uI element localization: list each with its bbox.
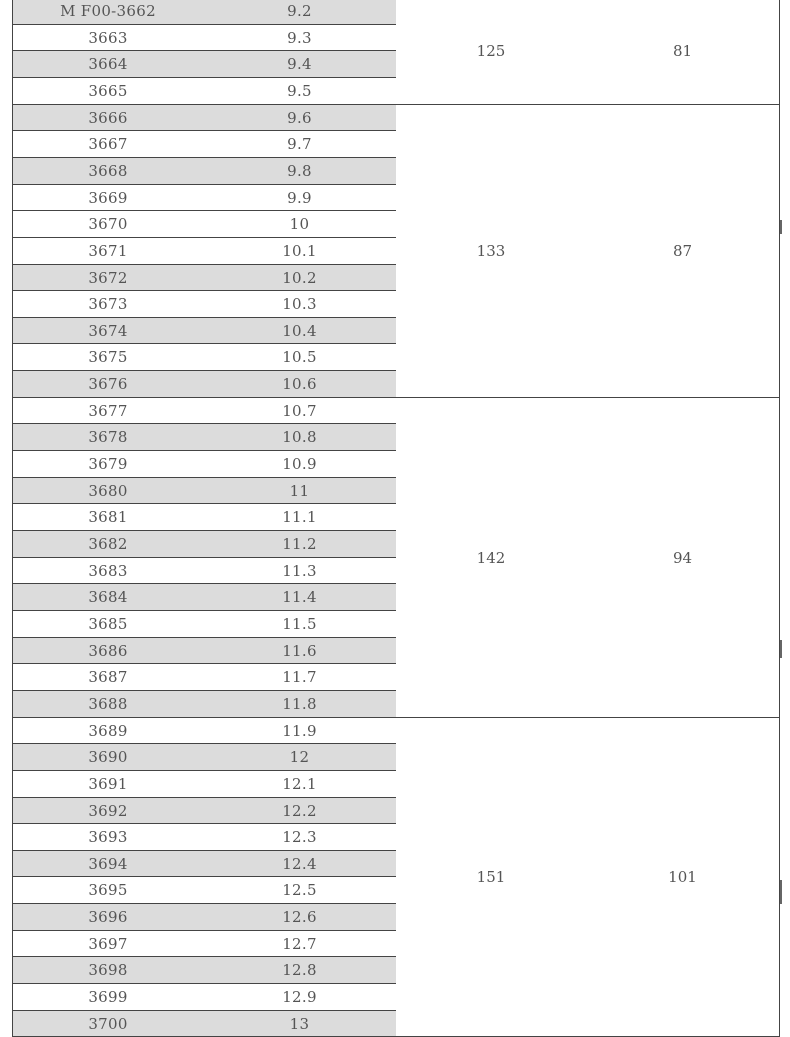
row-code-cell: 3672: [12, 265, 204, 291]
row-code-cell: 3676: [12, 371, 204, 398]
row-value-cell: 11.7: [203, 664, 397, 691]
row-value-cell: 10.4: [203, 318, 397, 344]
edge-tick-mark: [780, 640, 782, 658]
row-value-cell: 10.7: [203, 398, 397, 424]
row-value-cell: 9.4: [203, 51, 397, 78]
row-code-cell: 3694: [12, 851, 204, 877]
group-col4-cell: 87: [586, 105, 780, 398]
row-code-cell: 3674: [12, 318, 204, 344]
row-code-cell: 3681: [12, 504, 204, 531]
row-value-cell: 12.3: [203, 824, 397, 851]
row-value-cell: 13: [203, 1011, 397, 1037]
row-code-cell: 3687: [12, 664, 204, 691]
group-col3-cell: 142: [396, 398, 587, 718]
row-value-cell: 12: [203, 744, 397, 771]
row-value-cell: 11.5: [203, 611, 397, 638]
row-code-cell: 3682: [12, 531, 204, 558]
row-code-cell: 3667: [12, 131, 204, 158]
row-value-cell: 12.1: [203, 771, 397, 798]
row-value-cell: 11.9: [203, 718, 397, 744]
row-code-cell: 3683: [12, 558, 204, 584]
row-code-cell: 3664: [12, 51, 204, 78]
row-value-cell: 11.1: [203, 504, 397, 531]
row-code-cell: 3692: [12, 798, 204, 824]
row-value-cell: 11.6: [203, 638, 397, 664]
row-value-cell: 12.6: [203, 904, 397, 931]
row-value-cell: 11: [203, 478, 397, 504]
row-value-cell: 11.8: [203, 691, 397, 718]
row-code-cell: 3691: [12, 771, 204, 798]
row-code-cell: 3689: [12, 718, 204, 744]
group-col3-cell: 133: [396, 105, 587, 398]
row-code-cell: 3669: [12, 185, 204, 211]
row-code-cell: 3673: [12, 291, 204, 318]
row-code-cell: 3678: [12, 424, 204, 451]
row-code-cell: 3663: [12, 25, 204, 51]
group-col4-cell: 94: [586, 398, 780, 718]
row-value-cell: 10.5: [203, 344, 397, 371]
row-code-cell: 3700: [12, 1011, 204, 1037]
row-value-cell: 10.6: [203, 371, 397, 398]
row-code-cell: 3666: [12, 105, 204, 131]
row-value-cell: 11.4: [203, 584, 397, 611]
row-code-cell: 3688: [12, 691, 204, 718]
row-code-cell: 3679: [12, 451, 204, 478]
row-value-cell: 9.7: [203, 131, 397, 158]
group-col4-cell: 81: [586, 0, 780, 105]
row-code-cell: 3686: [12, 638, 204, 664]
group-col3-cell: 151: [396, 718, 587, 1037]
row-value-cell: 12.9: [203, 984, 397, 1011]
row-code-cell: 3690: [12, 744, 204, 771]
row-value-cell: 12.7: [203, 931, 397, 957]
row-code-cell: 3680: [12, 478, 204, 504]
row-value-cell: 10.2: [203, 265, 397, 291]
row-code-cell: 3699: [12, 984, 204, 1011]
row-code-cell: M F00-3662: [12, 0, 204, 25]
row-code-cell: 3695: [12, 877, 204, 904]
row-code-cell: 3665: [12, 78, 204, 105]
row-code-cell: 3698: [12, 957, 204, 984]
row-value-cell: 10.1: [203, 238, 397, 265]
row-value-cell: 9.3: [203, 25, 397, 51]
row-value-cell: 11.3: [203, 558, 397, 584]
row-code-cell: 3697: [12, 931, 204, 957]
row-code-cell: 3670: [12, 211, 204, 238]
row-value-cell: 9.6: [203, 105, 397, 131]
row-value-cell: 9.2: [203, 0, 397, 25]
row-value-cell: 12.5: [203, 877, 397, 904]
edge-tick-mark: [780, 220, 782, 234]
row-value-cell: 12.2: [203, 798, 397, 824]
row-code-cell: 3668: [12, 158, 204, 185]
row-value-cell: 9.9: [203, 185, 397, 211]
row-code-cell: 3693: [12, 824, 204, 851]
group-col3-cell: 125: [396, 0, 587, 105]
row-value-cell: 11.2: [203, 531, 397, 558]
row-value-cell: 12.4: [203, 851, 397, 877]
row-value-cell: 12.8: [203, 957, 397, 984]
row-code-cell: 3696: [12, 904, 204, 931]
row-value-cell: 10.8: [203, 424, 397, 451]
row-code-cell: 3684: [12, 584, 204, 611]
row-value-cell: 9.8: [203, 158, 397, 185]
row-value-cell: 10.3: [203, 291, 397, 318]
row-value-cell: 10: [203, 211, 397, 238]
row-value-cell: 10.9: [203, 451, 397, 478]
row-code-cell: 3677: [12, 398, 204, 424]
group-col4-cell: 101: [586, 718, 780, 1037]
row-code-cell: 3675: [12, 344, 204, 371]
edge-tick-mark: [780, 880, 782, 904]
row-code-cell: 3685: [12, 611, 204, 638]
row-value-cell: 9.5: [203, 78, 397, 105]
row-code-cell: 3671: [12, 238, 204, 265]
